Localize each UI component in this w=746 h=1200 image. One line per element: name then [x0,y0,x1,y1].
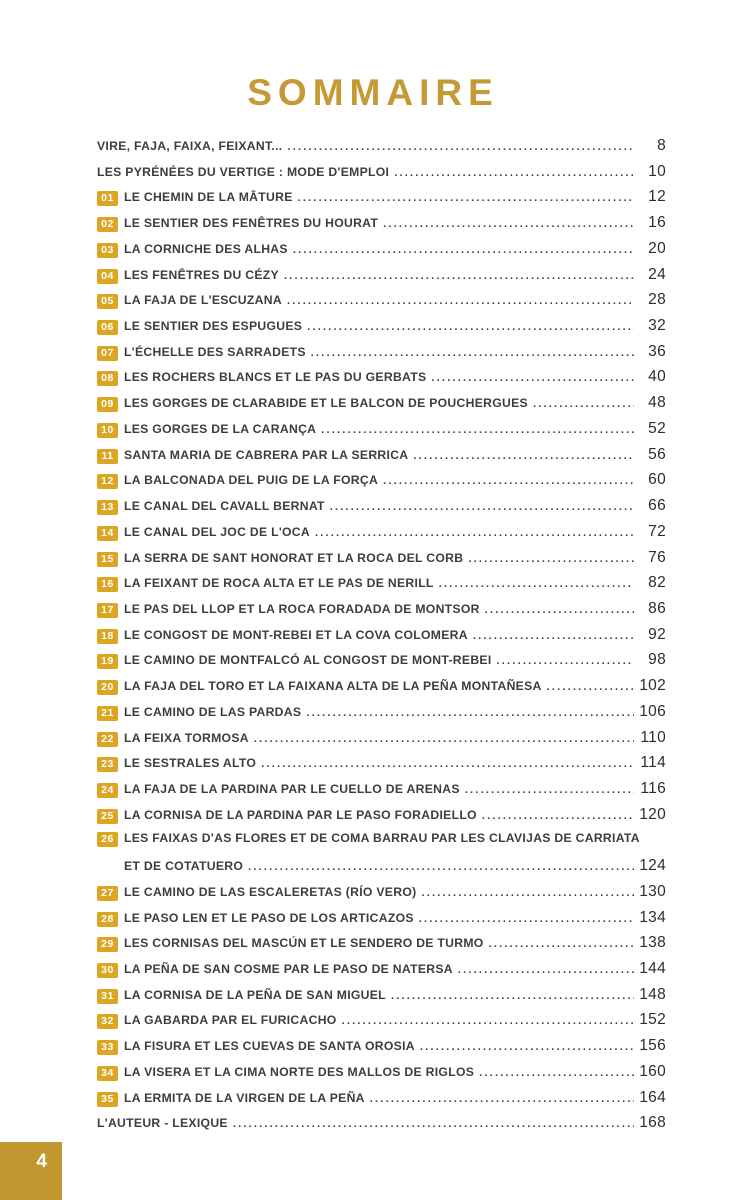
entry-number-badge: 25 [97,809,118,824]
entry-page-number: 156 [639,1037,666,1055]
dot-leader [248,861,634,873]
entry-number-badge: 08 [97,371,118,386]
entry-number-badge: 23 [97,757,118,772]
entry-number-badge: 02 [97,217,118,232]
toc-entry [97,188,666,214]
dot-leader [306,707,634,719]
entry-label: L'AUTEUR - LEXIQUE [97,1116,228,1131]
dot-leader [284,270,634,282]
dot-leader [394,167,634,179]
toc-entry [97,729,666,755]
entry-page-number: 56 [648,445,666,463]
entry-page-number: 12 [648,188,666,206]
toc-entry [97,1063,666,1089]
entry-label: SANTA MARIA DE CABRERA PAR LA SERRICA [124,447,409,462]
dot-leader [439,578,634,590]
entry-page-number: 130 [639,882,666,900]
entry-page-number: 134 [639,908,666,926]
dot-leader [307,321,634,333]
toc-entry [97,754,666,780]
entry-page-number: 102 [639,677,666,695]
dot-leader [342,1015,634,1027]
toc-entry [97,600,666,626]
entry-number-badge: 19 [97,654,118,669]
entry-page-number: 138 [639,934,666,952]
toc-entry [97,163,666,189]
entry-label: LE SESTRALES ALTO [124,756,257,771]
entry-page-number: 32 [648,317,666,335]
entry-label: LA FEIXA TORMOSA [124,730,249,745]
toc-entry [97,343,666,369]
entry-label: LA BALCONADA DEL PUIG DE LA FORÇA [124,473,379,488]
entry-page-number: 72 [648,522,666,540]
dot-leader [473,630,634,642]
entry-label: LE SENTIER DES FENÊTRES DU HOURAT [124,216,379,231]
entry-label: LA PEÑA DE SAN COSME PAR LE PASO DE NATERSA [124,962,453,976]
entry-page-number: 92 [648,625,666,643]
entry-page-number: 48 [648,394,666,412]
toc-entry [97,574,666,600]
entry-label: LE CANAL DEL CAVALL BERNAT [124,499,325,514]
toc-entry [97,266,666,292]
entry-label: LE PASO LEN ET LE PASO DE LOS ARTICAZOS [124,910,414,925]
entry-number-badge: 28 [97,912,118,927]
entry-number-badge: 11 [97,449,118,464]
entry-label: LA CORNISA DE LA PARDINA PAR LE PASO FORADIELLO [124,807,477,822]
entry-number-badge: 22 [97,732,118,747]
entry-label: LES GORGES DE LA CARANÇA [124,421,317,436]
toc-entry [97,934,666,960]
entry-label: LES CORNISAS DEL MASCÚN ET LE SENDERO DE TURMO [124,936,484,951]
page-number-tab [0,1142,62,1200]
toc-entry [97,240,666,266]
entry-number-badge: 26 [97,832,118,847]
entry-label: VIRE, FAJA, FAIXA, FEIXANT... [97,139,283,153]
toc-entry [97,368,666,394]
toc-entry [97,446,666,472]
entry-page-number: 60 [648,471,666,489]
entry-number-badge: 13 [97,500,118,515]
dot-leader [547,681,634,693]
entry-number-badge: 33 [97,1040,118,1055]
entry-page-number: 120 [639,805,666,823]
entry-label: LE CANAL DEL JOC DE L'OCA [124,524,311,539]
toc-entry [97,626,666,652]
entry-number-badge: 10 [97,423,118,438]
entry-label: LE CAMINO DE MONTFALCÓ AL CONGOST DE MONT-REBEI [124,653,492,668]
dot-leader [287,141,634,153]
entry-number-badge: 34 [97,1066,118,1081]
entry-page-number: 160 [639,1062,666,1080]
dot-leader [458,964,634,976]
dot-leader [465,784,634,796]
dot-leader [533,398,634,410]
entry-label: LA FEIXANT DE ROCA ALTA ET LE PAS DE NERILL [124,576,434,591]
entry-label: LE CAMINO DE LAS PARDAS [124,704,302,719]
entry-page-number: 144 [639,960,666,977]
entry-page-number: 116 [640,779,666,797]
dot-leader [330,501,634,513]
entry-label: LE CAMINO DE LAS ESCALERETAS (RÍO VERO) [124,884,417,899]
entry-number-badge: 31 [97,989,118,1004]
toc-entry [97,291,666,317]
entry-page-number: 66 [648,497,666,515]
dot-leader [413,450,634,462]
dot-leader [321,424,634,436]
dot-leader [482,810,634,822]
toc-entry [97,677,666,703]
dot-leader [233,1118,634,1130]
dot-leader [298,192,634,204]
dot-leader [391,990,634,1002]
toc-entry [97,909,666,935]
dot-leader [420,1041,634,1053]
dot-leader [370,1093,634,1105]
entry-number-badge: 20 [97,680,118,695]
entry-number-badge: 30 [97,963,118,978]
entry-number-badge: 07 [97,346,118,361]
entry-label: LES PYRÉNÉES DU VERTIGE : MODE D'EMPLOI [97,164,390,179]
entry-label: LES GORGES DE CLARABIDE ET LE BALCON DE POUCHERGUES [124,396,528,411]
entry-label: ET DE COTATUERO [124,859,244,874]
entry-number-badge: 03 [97,243,118,258]
toc-entry [97,883,666,909]
dot-leader [311,347,634,359]
entry-page-number: 16 [648,214,666,232]
dot-leader [254,733,634,745]
entry-label: LA SERRA DE SANT HONORAT ET LA ROCA DEL CORB [124,550,464,565]
entry-label: LA ERMITA DE LA VIRGEN DE LA PEÑA [124,1090,365,1105]
toc-entry [97,317,666,343]
entry-label: LA VISERA ET LA CIMA NORTE DES MALLOS DE RIGLOS [124,1064,475,1079]
entry-page-number: 98 [648,651,666,669]
dot-leader [421,887,634,899]
dot-leader [383,218,634,230]
toc-entry [97,137,666,163]
entry-number-badge: 32 [97,1014,118,1029]
entry-label: LA FAJA DE L'ESCUZANA [124,293,282,308]
entry-page-number: 164 [639,1088,666,1106]
entry-page-number: 24 [648,265,666,283]
entry-label: LES FAIXAS D'AS FLORES ET DE COMA BARRAU PAR LES CLAVIJAS DE CARRIATA [124,831,640,846]
entry-label: L'ÉCHELLE DES SARRADETS [124,344,306,359]
entry-label: LE CONGOST DE MONT-REBEI ET LA COVA COLOMERA [124,627,468,642]
dot-leader [497,655,634,667]
entry-label: LA GABARDA PAR EL FURICACHO [124,1013,337,1028]
entry-page-number: 152 [639,1011,666,1029]
dot-leader [431,372,634,384]
entry-page-number: 52 [648,419,666,437]
entry-number-badge: 18 [97,629,118,644]
toc-entry [97,1114,666,1140]
entry-page-number: 40 [648,368,666,386]
toc-entry [97,806,666,832]
toc-list [97,137,666,1140]
toc-entry [97,986,666,1012]
dot-leader [419,913,634,925]
dot-leader [315,527,634,539]
dot-leader [383,475,634,487]
dot-leader [489,938,634,950]
dot-leader [287,295,634,307]
entry-number-badge: 29 [97,937,118,952]
entry-number-badge: 35 [97,1092,118,1107]
entry-label: LE PAS DEL LLOP ET LA ROCA FORADADA DE MONTSOR [124,601,480,616]
toc-entry [97,1089,666,1115]
entry-page-number: 8 [657,137,666,154]
entry-number-badge: 09 [97,397,118,412]
toc-entry [97,960,666,986]
dot-leader [293,244,634,256]
entry-number-badge: 06 [97,320,118,335]
entry-number-badge: 24 [97,783,118,798]
entry-page-number: 36 [648,342,666,360]
entry-label: LA FAJA DE LA PARDINA PAR LE CUELLO DE ARENAS [124,781,460,796]
entry-page-number: 114 [640,754,666,772]
toc-entry [97,780,666,806]
toc-entry [97,471,666,497]
entry-number-badge: 01 [97,191,118,206]
entry-number-badge: 15 [97,552,118,567]
entry-label: LE CHEMIN DE LA MÂTURE [124,190,293,205]
dot-leader [468,553,634,565]
toc-entry [97,523,666,549]
toc-entry [97,497,666,523]
entry-page-number: 168 [639,1114,666,1132]
entry-page-number: 124 [639,857,666,875]
entry-number-badge: 21 [97,706,118,721]
entry-page-number: 76 [648,548,666,566]
dot-leader [479,1067,634,1079]
entry-page-number: 10 [648,162,666,180]
entry-number-badge: 27 [97,886,118,901]
entry-label: LA CORNISA DE LA PEÑA DE SAN MIGUEL [124,987,386,1002]
entry-page-number: 110 [640,728,666,746]
entry-page-number: 148 [639,985,666,1003]
toc-entry [97,651,666,677]
toc-entry [97,549,666,575]
toc-entry [97,703,666,729]
toc-entry [97,857,666,883]
entry-page-number: 106 [639,702,666,720]
toc-entry [97,1037,666,1063]
entry-label: LA FISURA ET LES CUEVAS DE SANTA OROSIA [124,1039,415,1054]
page-title: SOMMAIRE [247,72,499,113]
entry-page-number: 86 [648,599,666,617]
dot-leader [261,758,634,770]
entry-page-number: 82 [648,574,666,592]
toc-entry [97,1011,666,1037]
entry-number-badge: 16 [97,577,118,592]
dot-leader [485,604,634,616]
entry-number-badge: 14 [97,526,118,541]
toc-entry [97,394,666,420]
entry-label: LA CORNICHE DES ALHAS [124,241,288,256]
toc-entry [97,420,666,446]
entry-label: LES ROCHERS BLANCS ET LE PAS DU GERBATS [124,370,427,385]
entry-number-badge: 04 [97,269,118,284]
entry-label: LES FENÊTRES DU CÉZY [124,267,279,282]
entry-number-badge: 17 [97,603,118,618]
entry-page-number: 20 [648,239,666,257]
entry-number-badge: 12 [97,474,118,489]
entry-page-number: 28 [648,291,666,309]
toc-entry [97,831,666,857]
folio-number: 4 [36,1151,47,1172]
toc-entry [97,214,666,240]
entry-label: LA FAJA DEL TORO ET LA FAIXANA ALTA DE LA PEÑA MONTAÑESA [124,679,542,694]
entry-label: LE SENTIER DES ESPUGUES [124,319,303,334]
entry-number-badge: 05 [97,294,118,309]
